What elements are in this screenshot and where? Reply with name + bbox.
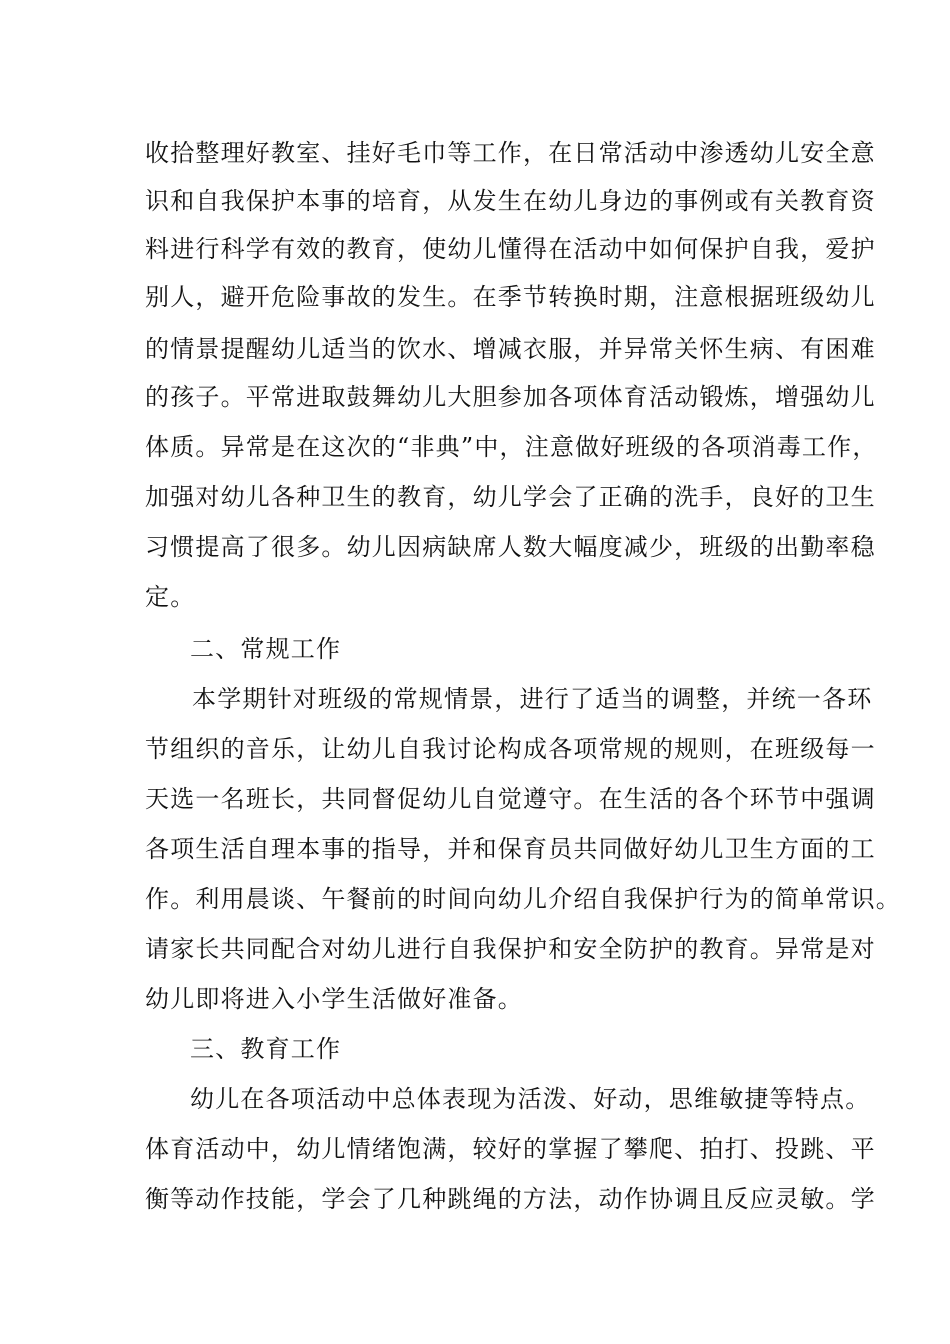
paragraph-line: 幼儿在各项活动中总体表现为活泼、好动，思维敏捷等特点。 [190,1085,871,1113]
paragraph-line: 天选一名班长，共同督促幼儿自觉遵守。在生活的各个环节中强调 [145,785,876,813]
paragraph-line: 的孩子。平常进取鼓舞幼儿大胆参加各项体育活动锻炼，增强幼儿 [145,383,876,411]
paragraph-line: 体质。异常是在这次的“非典”中，注意做好班级的各项消毒工作， [145,433,878,461]
paragraph-line: 收拾整理好教室、挂好毛巾等工作，在日常活动中渗透幼儿安全意 [145,139,876,167]
paragraph-line: 体育活动中，幼儿情绪饱满，较好的掌握了攀爬、拍打、投跳、平 [145,1135,876,1163]
paragraph-line: 节组织的音乐，让幼儿自我讨论构成各项常规的规则，在班级每一 [145,735,876,763]
paragraph-line: 作。利用晨谈、午餐前的时间向幼儿介绍自我保护行为的简单常识。 [145,885,901,913]
paragraph-line: 幼儿即将进入小学生活做好准备。 [145,985,523,1013]
paragraph-line: 习惯提高了很多。幼儿因病缺席人数大幅度减少，班级的出勤率稳 [145,533,876,561]
paragraph-line: 请家长共同配合对幼儿进行自我保护和安全防护的教育。异常是对 [145,935,876,963]
paragraph-line: 加强对幼儿各种卫生的教育，幼儿学会了正确的洗手，良好的卫生 [145,483,876,511]
section-heading: 二、常规工作 [190,635,342,663]
paragraph-line: 本学期针对班级的常规情景，进行了适当的调整，并统一各环 [192,685,873,713]
paragraph-line: 别人，避开危险事故的发生。在季节转换时期，注意根据班级幼儿 [145,283,876,311]
paragraph-line: 衡等动作技能，学会了几种跳绳的方法，动作协调且反应灵敏。学 [145,1185,876,1213]
section-heading: 三、教育工作 [190,1035,342,1063]
paragraph-line: 各项生活自理本事的指导，并和保育员共同做好幼儿卫生方面的工 [145,835,876,863]
paragraph-line: 定。 [145,583,196,611]
paragraph-line: 料进行科学有效的教育，使幼儿懂得在活动中如何保护自我，爱护 [145,235,876,263]
paragraph-line: 的情景提醒幼儿适当的饮水、增减衣服，并异常关怀生病、有困难 [145,335,876,363]
paragraph-line: 识和自我保护本事的培育，从发生在幼儿身边的事例或有关教育资 [145,187,876,215]
